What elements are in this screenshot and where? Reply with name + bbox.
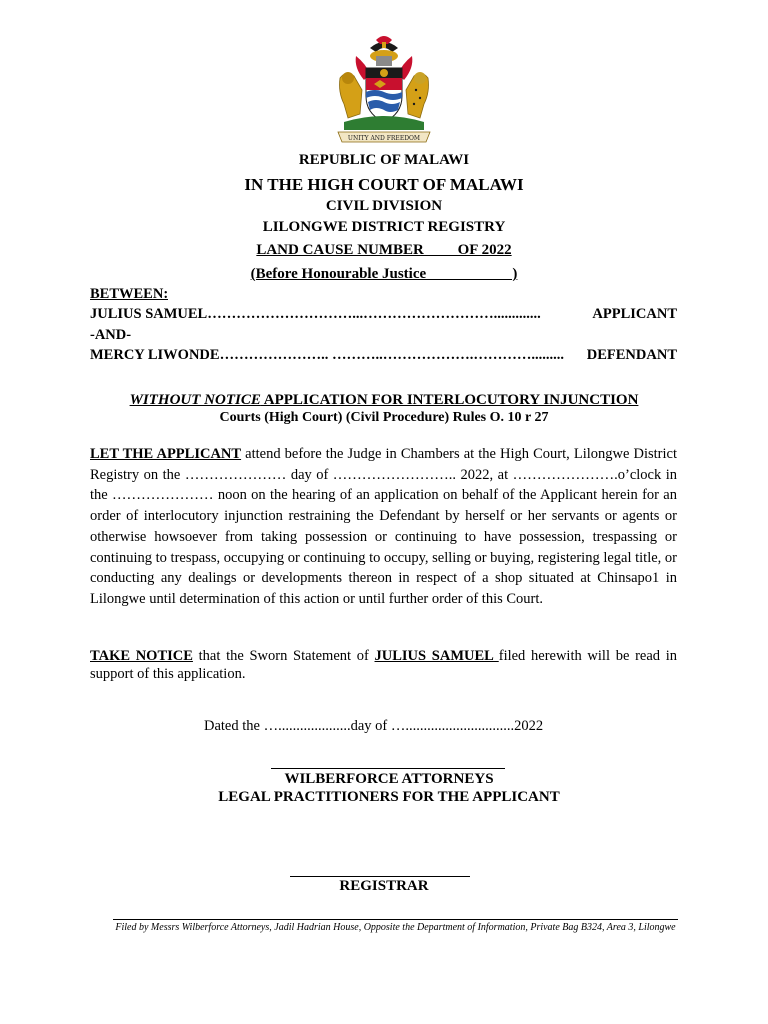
take-notice-paragraph: [90, 647, 677, 683]
application-title: [0, 392, 768, 409]
take-notice-text-1: that the Sworn Statement of: [192, 648, 375, 664]
registry-heading: LILONGWE DISTRICT REGISTRY: [262, 219, 506, 235]
take-notice-lead: TAKE NOTICE: [90, 648, 193, 664]
application-name: APPLICATION FOR INTERLOCUTORY INJUNCTION: [260, 392, 639, 408]
defendant-line: [90, 347, 677, 364]
filing-footer: Filed by Messrs Wilberforce Attorneys, Jadil Hadrian House, Opposite the Department of Information, Private Bag B324, Area 3, Lilongwe: [115, 922, 676, 933]
rules-reference: Courts (High Court) (Civil Procedure) Rules O. 10 r 27: [219, 410, 549, 425]
footer-rule: [113, 919, 678, 920]
dated-line: Dated the …....................day of …..............................2022: [204, 718, 544, 734]
republic-heading: REPUBLIC OF MALAWI: [298, 152, 470, 168]
cause-number: LAND CAUSE NUMBER OF 2022: [256, 242, 512, 258]
let-applicant-paragraph: [90, 444, 677, 610]
signature-line: [271, 768, 505, 769]
defendant-role: DEFENDANT: [586, 347, 677, 363]
motto-text: UNITY AND FREEDOM: [347, 135, 421, 142]
division-heading: CIVIL DIVISION: [325, 198, 443, 214]
without-notice: WITHOUT NOTICE: [129, 392, 261, 408]
let-applicant-lead: LET THE APPLICANT: [90, 446, 242, 462]
registrar-label: REGISTRAR: [339, 878, 429, 894]
applicant-name: JULIUS SAMUEL: [90, 306, 208, 322]
between-label: BETWEEN:: [90, 286, 169, 302]
take-notice-text-2: filed herewith will be read in support of this application.: [90, 648, 677, 682]
applicant-dots: …………………………...……………………….............: [207, 306, 541, 322]
firm-role: LEGAL PRACTITIONERS FOR THE APPLICANT: [218, 789, 560, 805]
court-heading: IN THE HIGH COURT OF MALAWI: [244, 175, 524, 194]
malawi-coat-of-arms-icon: [326, 34, 442, 150]
sworn-statement-name: JULIUS SAMUEL: [374, 648, 499, 664]
firm-name: WILBERFORCE ATTORNEYS: [284, 771, 494, 787]
defendant-dots: ………………….. ………..……………….………….........: [219, 347, 564, 363]
let-applicant-text: attend before the Judge in Chambers at the High Court, Lilongwe District Registry on the ………………… day of …………………….. 2022, at ………………….o’clock in the ………………… noon on the hearing of an application on behalf of the Applicant herein for an order of interlocutory injunction restraining the Defendant by herself or her servants or agents or otherwise howsoever from taking possession or continuing to have possession, trespassing or continuing to trespass, occupying or continuing to occupy, selling or buying, registering legal title, or conducting any dealings or developments thereon in respect of a shop situated at Chinsapo1 in Lilongwe until determination of this action or until further order of this Court.: [90, 446, 678, 607]
applicant-role: APPLICANT: [592, 306, 677, 322]
defendant-name: MERCY LIWONDE: [90, 347, 220, 363]
registrar-signature-line: [290, 876, 470, 877]
and-separator: -AND-: [90, 327, 132, 343]
applicant-line: [90, 306, 677, 323]
before-justice: (Before Honourable Justice ): [250, 266, 518, 282]
